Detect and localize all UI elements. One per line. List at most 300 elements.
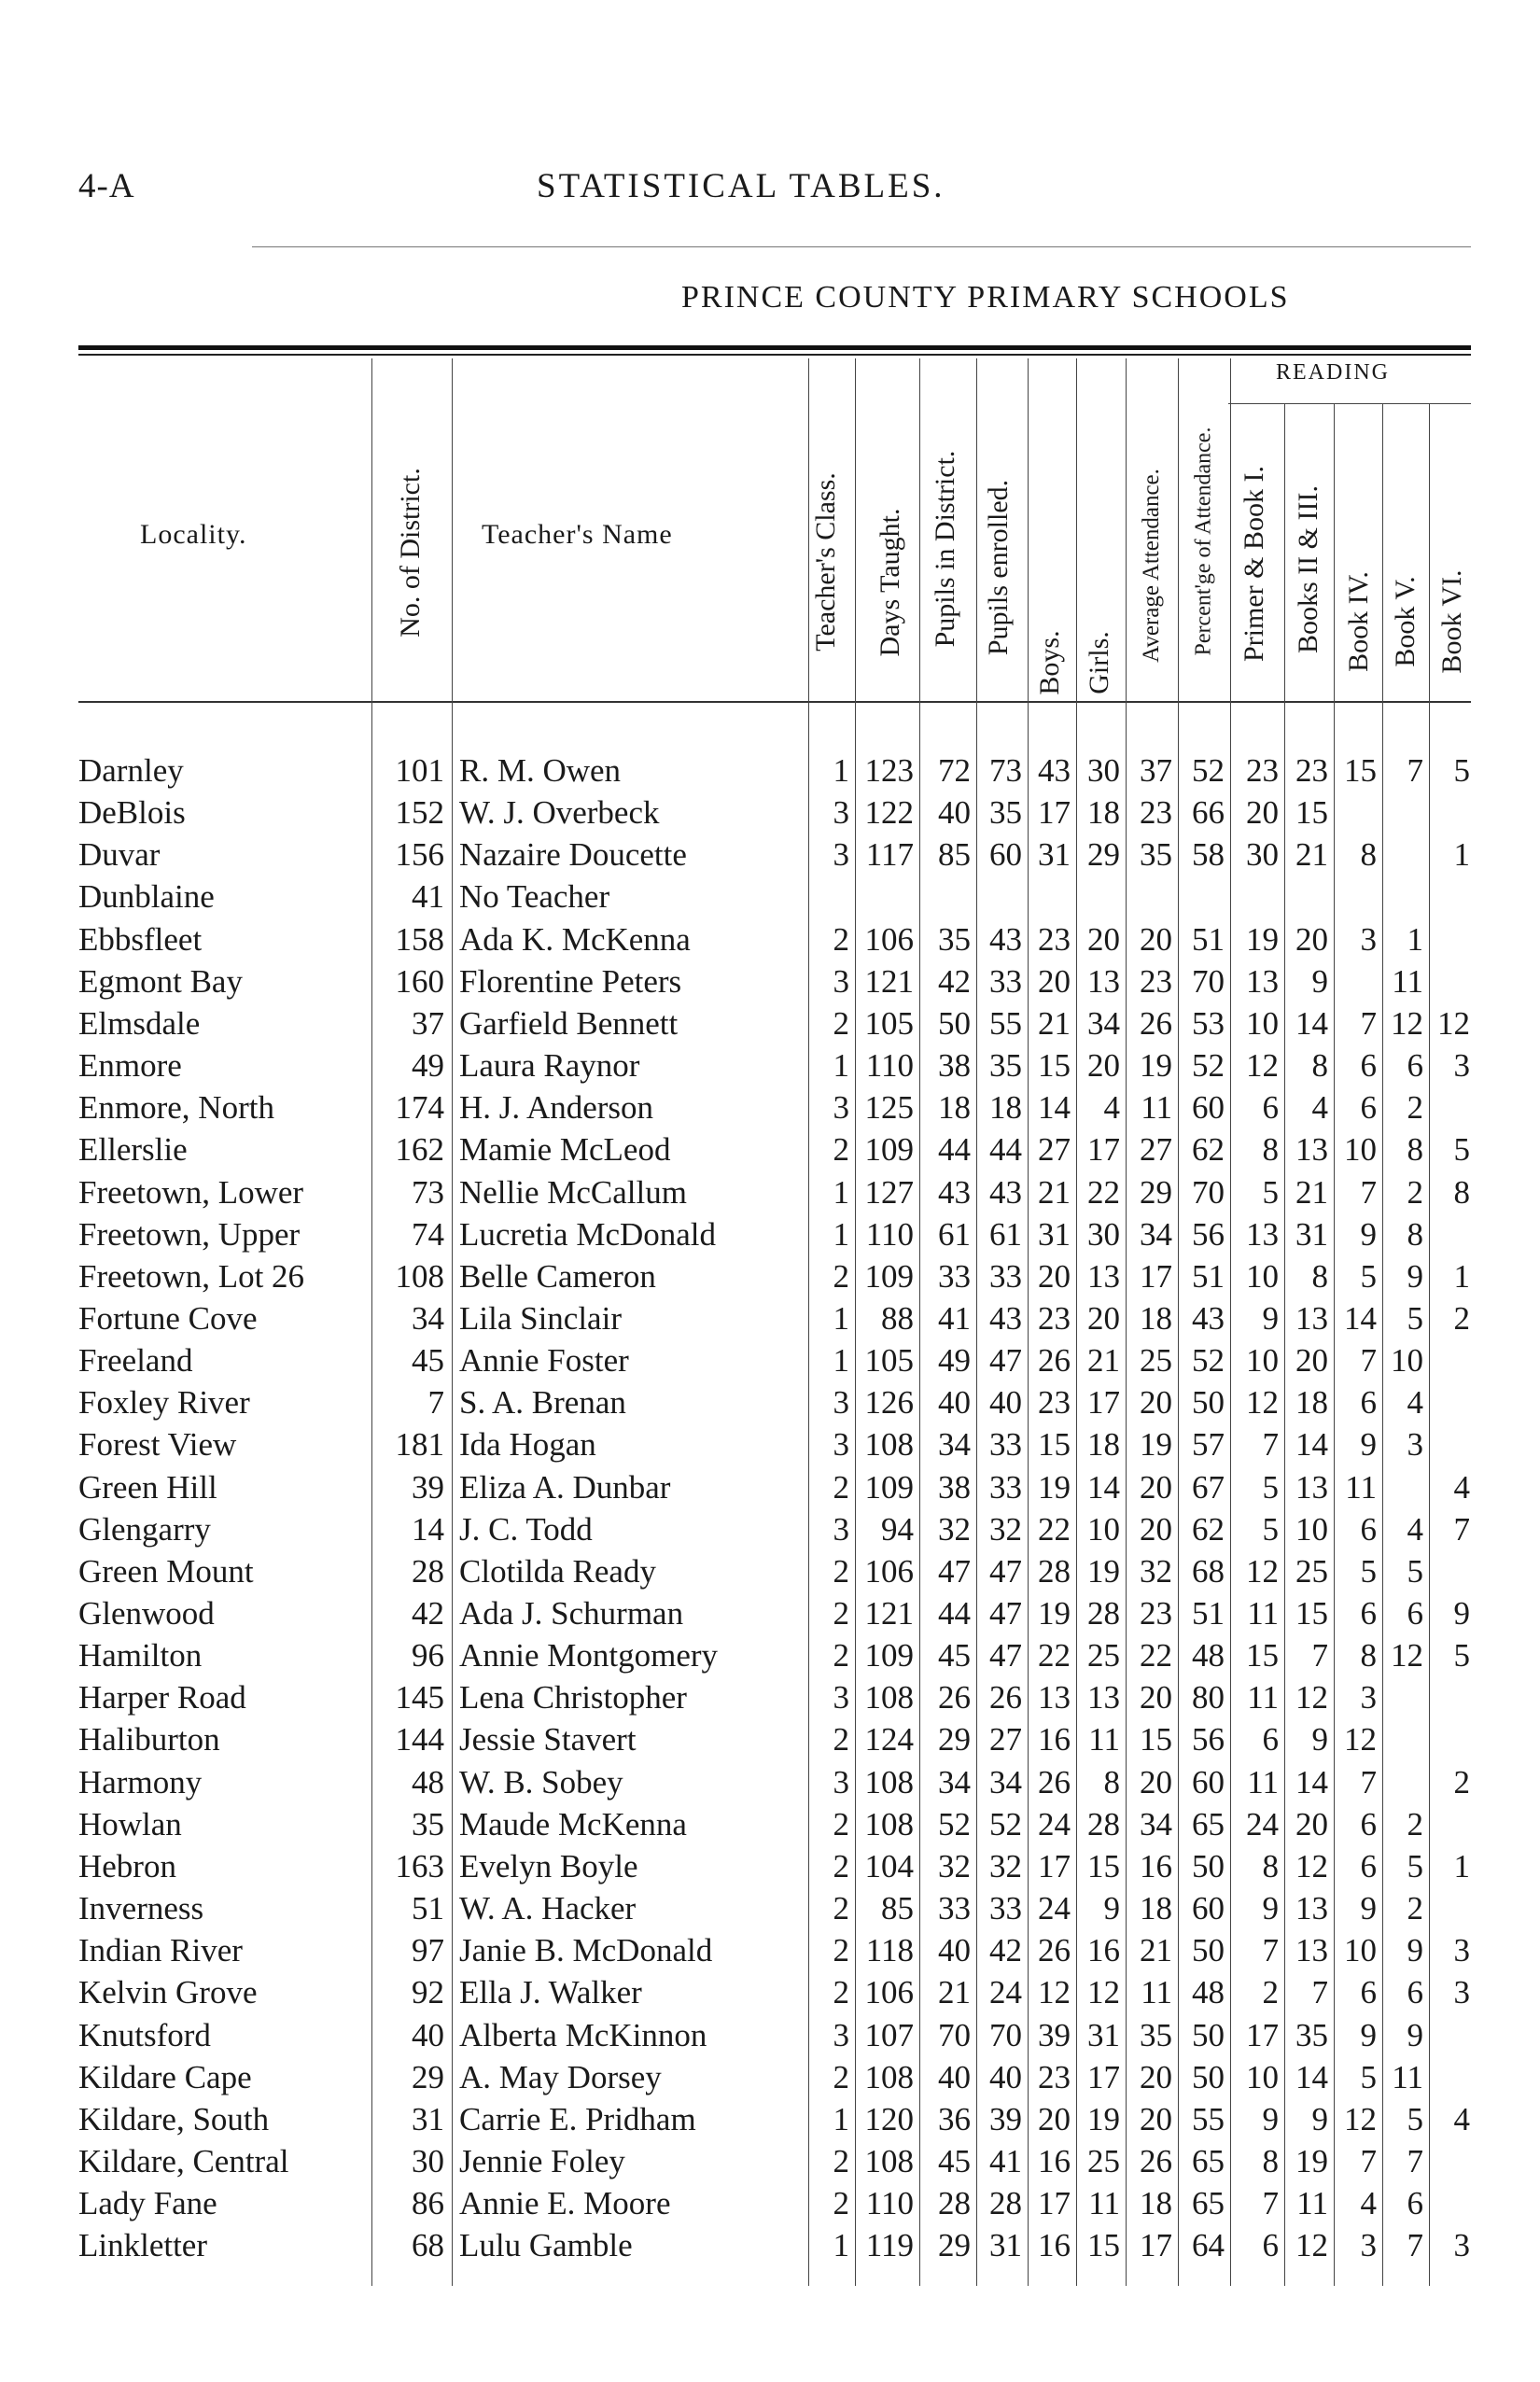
cell-days: 108 bbox=[864, 1426, 914, 1464]
cell-district: 96 bbox=[412, 1637, 444, 1674]
cell-book-6: 5 bbox=[1453, 752, 1470, 789]
cell-locality: Glenwood bbox=[78, 1595, 215, 1632]
cell-books-2-3: 9 bbox=[1311, 1721, 1328, 1758]
cell-books-2-3: 23 bbox=[1295, 752, 1328, 789]
cell-average: 34 bbox=[1140, 1215, 1172, 1253]
cell-primer: 7 bbox=[1262, 2185, 1279, 2222]
cell-district: 163 bbox=[395, 1847, 444, 1885]
header-book-4: Book IV. bbox=[1343, 571, 1374, 672]
cell-book-5: 8 bbox=[1407, 1215, 1423, 1253]
cell-percentage: 50 bbox=[1192, 2058, 1225, 2095]
cell-percentage: 50 bbox=[1192, 2016, 1225, 2053]
cell-class: 3 bbox=[833, 2016, 849, 2053]
cell-class: 1 bbox=[833, 1173, 849, 1211]
cell-locality: Duvar bbox=[78, 836, 161, 874]
cell-book-5: 4 bbox=[1407, 1384, 1423, 1422]
cell-primer: 11 bbox=[1247, 1595, 1279, 1632]
cell-percentage: 60 bbox=[1192, 1763, 1225, 1801]
cell-boys: 17 bbox=[1038, 1847, 1071, 1885]
cell-teacher: Clotilda Ready bbox=[459, 1552, 656, 1590]
cell-book-6: 3 bbox=[1453, 2227, 1470, 2264]
cell-locality: Darnley bbox=[78, 752, 184, 789]
cell-pupils-district: 47 bbox=[938, 1552, 971, 1590]
cell-primer: 6 bbox=[1262, 1721, 1279, 1758]
cell-pupils-district: 32 bbox=[938, 1510, 971, 1548]
cell-percentage: 66 bbox=[1192, 794, 1225, 832]
cell-average: 20 bbox=[1140, 1763, 1172, 1801]
cell-book-5: 7 bbox=[1407, 2142, 1423, 2179]
cell-book-4: 6 bbox=[1360, 1510, 1377, 1548]
cell-boys: 17 bbox=[1038, 794, 1071, 832]
cell-class: 1 bbox=[833, 1342, 849, 1380]
cell-class: 1 bbox=[833, 2100, 849, 2137]
cell-pupils-district: 41 bbox=[938, 1299, 971, 1337]
cell-days: 109 bbox=[864, 1468, 914, 1506]
cell-book-6: 4 bbox=[1453, 2100, 1470, 2137]
cell-books-2-3: 13 bbox=[1295, 1468, 1328, 1506]
cell-primer: 13 bbox=[1246, 1215, 1279, 1253]
cell-pupils-district: 36 bbox=[938, 2100, 971, 2137]
cell-locality: Ebbsfleet bbox=[78, 920, 203, 958]
cell-locality: Kildare Cape bbox=[78, 2058, 252, 2095]
cell-primer: 7 bbox=[1262, 1932, 1279, 1969]
cell-percentage: 55 bbox=[1192, 2100, 1225, 2137]
cell-primer: 15 bbox=[1246, 1637, 1279, 1674]
cell-book-4: 6 bbox=[1360, 1847, 1377, 1885]
cell-pupils-enrolled: 60 bbox=[989, 836, 1022, 874]
header-teacher-name: Teacher's Name bbox=[482, 519, 673, 550]
cell-book-5: 7 bbox=[1407, 752, 1423, 789]
cell-percentage: 48 bbox=[1192, 1974, 1225, 2011]
cell-pupils-district: 38 bbox=[938, 1468, 971, 1506]
cell-boys: 16 bbox=[1038, 2142, 1071, 2179]
cell-teacher: Annie E. Moore bbox=[459, 2185, 671, 2222]
cell-district: 108 bbox=[395, 1257, 444, 1295]
cell-primer: 10 bbox=[1246, 2058, 1279, 2095]
cell-days: 109 bbox=[864, 1131, 914, 1169]
cell-book-4: 9 bbox=[1360, 1426, 1377, 1464]
cell-average: 18 bbox=[1140, 1890, 1172, 1927]
cell-percentage: 65 bbox=[1192, 2142, 1225, 2179]
header-reading-group: READING bbox=[1276, 360, 1390, 385]
cell-book-4: 5 bbox=[1360, 1552, 1377, 1590]
cell-girls: 22 bbox=[1087, 1173, 1120, 1211]
cell-book-5: 10 bbox=[1391, 1342, 1423, 1380]
cell-book-6: 12 bbox=[1437, 1004, 1470, 1042]
cell-teacher: Lucretia McDonald bbox=[459, 1215, 717, 1253]
cell-days: 106 bbox=[864, 920, 914, 958]
cell-locality: Harper Road bbox=[78, 1679, 246, 1716]
cell-girls: 19 bbox=[1087, 2100, 1120, 2137]
cell-pupils-enrolled: 33 bbox=[989, 962, 1022, 1000]
cell-pupils-enrolled: 18 bbox=[989, 1089, 1022, 1127]
cell-class: 3 bbox=[833, 1384, 849, 1422]
cell-teacher: Maude McKenna bbox=[459, 1805, 687, 1843]
cell-book-5: 12 bbox=[1391, 1004, 1423, 1042]
cell-days: 124 bbox=[864, 1721, 914, 1758]
cell-boys: 27 bbox=[1038, 1131, 1071, 1169]
cell-locality: Haliburton bbox=[78, 1721, 220, 1758]
cell-percentage: 70 bbox=[1192, 962, 1225, 1000]
table-top-rule-thin bbox=[78, 354, 1471, 356]
cell-teacher: Mamie McLeod bbox=[459, 1131, 671, 1169]
cell-boys: 23 bbox=[1038, 1299, 1071, 1337]
cell-district: 31 bbox=[412, 2100, 444, 2137]
cell-boys: 12 bbox=[1038, 1974, 1071, 2011]
cell-percentage: 52 bbox=[1192, 752, 1225, 789]
cell-books-2-3: 13 bbox=[1295, 1890, 1328, 1927]
cell-boys: 19 bbox=[1038, 1468, 1071, 1506]
cell-class: 3 bbox=[833, 1510, 849, 1548]
cell-book-4: 6 bbox=[1360, 1384, 1377, 1422]
cell-books-2-3: 8 bbox=[1311, 1257, 1328, 1295]
cell-days: 110 bbox=[865, 1047, 914, 1085]
table-header-bottom-rule bbox=[78, 701, 1471, 703]
cell-pupils-enrolled: 33 bbox=[989, 1468, 1022, 1506]
cell-pupils-district: 38 bbox=[938, 1047, 971, 1085]
cell-pupils-enrolled: 32 bbox=[989, 1847, 1022, 1885]
cell-girls: 17 bbox=[1087, 1384, 1120, 1422]
cell-teacher: Jennie Foley bbox=[459, 2142, 625, 2179]
cell-books-2-3: 20 bbox=[1295, 1342, 1328, 1380]
cell-girls: 17 bbox=[1087, 2058, 1120, 2095]
cell-district: 39 bbox=[412, 1468, 444, 1506]
cell-pupils-enrolled: 61 bbox=[989, 1215, 1022, 1253]
cell-average: 29 bbox=[1140, 1173, 1172, 1211]
cell-primer: 17 bbox=[1246, 2016, 1279, 2053]
cell-primer: 20 bbox=[1246, 794, 1279, 832]
page-number: 4-A bbox=[78, 167, 135, 205]
cell-pupils-district: 34 bbox=[938, 1426, 971, 1464]
cell-teacher: Ada K. McKenna bbox=[459, 920, 691, 958]
cell-book-5: 5 bbox=[1407, 1847, 1423, 1885]
cell-average: 32 bbox=[1140, 1552, 1172, 1590]
cell-girls: 11 bbox=[1088, 2185, 1120, 2222]
cell-girls: 20 bbox=[1087, 1047, 1120, 1085]
cell-book-4: 5 bbox=[1360, 1257, 1377, 1295]
cell-days: 105 bbox=[864, 1342, 914, 1380]
cell-average: 25 bbox=[1140, 1342, 1172, 1380]
cell-average: 20 bbox=[1140, 920, 1172, 958]
cell-percentage: 60 bbox=[1192, 1089, 1225, 1127]
header-pupils-enrolled: Pupils enrolled. bbox=[983, 479, 1014, 656]
cell-district: 34 bbox=[412, 1299, 444, 1337]
cell-pupils-district: 44 bbox=[938, 1131, 971, 1169]
cell-pupils-enrolled: 35 bbox=[989, 1047, 1022, 1085]
cell-girls: 10 bbox=[1087, 1510, 1120, 1548]
header-average-attendance: Average Attendance. bbox=[1139, 469, 1164, 663]
cell-books-2-3: 4 bbox=[1311, 1089, 1328, 1127]
cell-books-2-3: 14 bbox=[1295, 1763, 1328, 1801]
cell-pupils-enrolled: 26 bbox=[989, 1679, 1022, 1716]
header-days-taught: Days Taught. bbox=[875, 508, 905, 657]
cell-locality: Fortune Cove bbox=[78, 1299, 258, 1337]
cell-average: 27 bbox=[1140, 1131, 1172, 1169]
cell-teacher: Lila Sinclair bbox=[459, 1299, 622, 1337]
cell-primer: 19 bbox=[1246, 920, 1279, 958]
cell-primer: 9 bbox=[1262, 1299, 1279, 1337]
cell-district: 51 bbox=[412, 1890, 444, 1927]
cell-locality: Freetown, Lot 26 bbox=[78, 1257, 305, 1295]
cell-days: 108 bbox=[864, 1679, 914, 1716]
cell-books-2-3: 20 bbox=[1295, 920, 1328, 958]
cell-percentage: 56 bbox=[1192, 1215, 1225, 1253]
cell-book-4: 7 bbox=[1360, 1763, 1377, 1801]
cell-books-2-3: 9 bbox=[1311, 2100, 1328, 2137]
cell-pupils-district: 50 bbox=[938, 1004, 971, 1042]
cell-average: 26 bbox=[1140, 1004, 1172, 1042]
cell-pupils-district: 21 bbox=[938, 1974, 971, 2011]
cell-pupils-enrolled: 24 bbox=[989, 1974, 1022, 2011]
cell-pupils-enrolled: 33 bbox=[989, 1257, 1022, 1295]
cell-girls: 11 bbox=[1088, 1721, 1120, 1758]
cell-district: 35 bbox=[412, 1805, 444, 1843]
cell-boys: 20 bbox=[1038, 1257, 1071, 1295]
cell-teacher: Garfield Bennett bbox=[459, 1004, 679, 1042]
cell-book-5: 2 bbox=[1407, 1890, 1423, 1927]
cell-days: 107 bbox=[864, 2016, 914, 2053]
cell-teacher: J. C. Todd bbox=[459, 1510, 593, 1548]
cell-class: 2 bbox=[833, 1004, 849, 1042]
cell-average: 20 bbox=[1140, 1679, 1172, 1716]
cell-days: 121 bbox=[864, 1595, 914, 1632]
cell-girls: 25 bbox=[1087, 2142, 1120, 2179]
cell-pupils-district: 40 bbox=[938, 2058, 971, 2095]
cell-district: 144 bbox=[395, 1721, 444, 1758]
cell-girls: 8 bbox=[1103, 1763, 1120, 1801]
cell-percentage: 62 bbox=[1192, 1131, 1225, 1169]
cell-class: 2 bbox=[833, 1595, 849, 1632]
cell-average: 16 bbox=[1140, 1847, 1172, 1885]
cell-primer: 8 bbox=[1262, 2142, 1279, 2179]
cell-average: 19 bbox=[1140, 1047, 1172, 1085]
cell-average: 35 bbox=[1140, 2016, 1172, 2053]
cell-book-4: 12 bbox=[1344, 1721, 1377, 1758]
cell-pupils-district: 70 bbox=[938, 2016, 971, 2053]
cell-primer: 10 bbox=[1246, 1004, 1279, 1042]
page-title: STATISTICAL TABLES. bbox=[537, 167, 945, 205]
cell-locality: Green Hill bbox=[78, 1468, 217, 1506]
cell-days: 118 bbox=[865, 1932, 914, 1969]
cell-boys: 20 bbox=[1038, 962, 1071, 1000]
cell-district: 174 bbox=[395, 1089, 444, 1127]
cell-boys: 26 bbox=[1038, 1932, 1071, 1969]
cell-book-6: 3 bbox=[1453, 1932, 1470, 1969]
cell-book-6: 5 bbox=[1453, 1637, 1470, 1674]
cell-primer: 9 bbox=[1262, 1890, 1279, 1927]
cell-girls: 15 bbox=[1087, 1847, 1120, 1885]
cell-days: 105 bbox=[864, 1004, 914, 1042]
cell-book-5: 2 bbox=[1407, 1173, 1423, 1211]
cell-boys: 43 bbox=[1038, 752, 1071, 789]
cell-book-4: 4 bbox=[1360, 2185, 1377, 2222]
cell-book-6: 8 bbox=[1453, 1173, 1470, 1211]
cell-teacher: Florentine Peters bbox=[459, 962, 682, 1000]
cell-teacher: Jessie Stavert bbox=[459, 1721, 637, 1758]
cell-teacher: Eliza A. Dunbar bbox=[459, 1468, 671, 1506]
cell-book-6: 3 bbox=[1453, 1047, 1470, 1085]
cell-girls: 9 bbox=[1103, 1890, 1120, 1927]
cell-days: 120 bbox=[864, 2100, 914, 2137]
cell-average: 18 bbox=[1140, 2185, 1172, 2222]
cell-class: 2 bbox=[833, 2058, 849, 2095]
cell-girls: 21 bbox=[1087, 1342, 1120, 1380]
cell-class: 2 bbox=[833, 1932, 849, 1969]
cell-teacher: S. A. Brenan bbox=[459, 1384, 626, 1422]
cell-locality: Lady Fane bbox=[78, 2185, 217, 2222]
cell-percentage: 62 bbox=[1192, 1510, 1225, 1548]
cell-primer: 2 bbox=[1262, 1974, 1279, 2011]
cell-average: 11 bbox=[1141, 1974, 1172, 2011]
cell-class: 2 bbox=[833, 1468, 849, 1506]
cell-days: 117 bbox=[865, 836, 914, 874]
cell-book-6: 2 bbox=[1453, 1763, 1470, 1801]
cell-average: 23 bbox=[1140, 794, 1172, 832]
cell-book-5: 6 bbox=[1407, 2185, 1423, 2222]
cell-books-2-3: 19 bbox=[1295, 2142, 1328, 2179]
cell-boys: 31 bbox=[1038, 836, 1071, 874]
cell-girls: 13 bbox=[1087, 1257, 1120, 1295]
cell-books-2-3: 13 bbox=[1295, 1299, 1328, 1337]
cell-locality: Green Mount bbox=[78, 1552, 254, 1590]
cell-girls: 28 bbox=[1087, 1595, 1120, 1632]
cell-days: 108 bbox=[864, 2058, 914, 2095]
cell-books-2-3: 7 bbox=[1311, 1974, 1328, 2011]
cell-district: 14 bbox=[412, 1510, 444, 1548]
cell-primer: 6 bbox=[1262, 2227, 1279, 2264]
cell-book-4: 14 bbox=[1344, 1299, 1377, 1337]
cell-class: 2 bbox=[833, 1552, 849, 1590]
cell-teacher: Annie Foster bbox=[459, 1342, 629, 1380]
cell-boys: 31 bbox=[1038, 1215, 1071, 1253]
cell-days: 110 bbox=[865, 1215, 914, 1253]
cell-teacher: W. J. Overbeck bbox=[459, 794, 660, 832]
cell-book-5: 4 bbox=[1407, 1510, 1423, 1548]
cell-books-2-3: 12 bbox=[1295, 2227, 1328, 2264]
cell-books-2-3: 35 bbox=[1295, 2016, 1328, 2053]
cell-pupils-enrolled: 31 bbox=[989, 2227, 1022, 2264]
cell-books-2-3: 15 bbox=[1295, 1595, 1328, 1632]
cell-days: 119 bbox=[865, 2227, 914, 2264]
cell-percentage: 51 bbox=[1192, 1595, 1225, 1632]
cell-percentage: 53 bbox=[1192, 1004, 1225, 1042]
cell-primer: 12 bbox=[1246, 1552, 1279, 1590]
cell-primer: 5 bbox=[1262, 1468, 1279, 1506]
cell-percentage: 67 bbox=[1192, 1468, 1225, 1506]
cell-girls: 4 bbox=[1103, 1089, 1120, 1127]
cell-locality: Glengarry bbox=[78, 1510, 211, 1548]
cell-class: 2 bbox=[833, 2185, 849, 2222]
cell-book-4: 6 bbox=[1360, 1089, 1377, 1127]
cell-locality: Kelvin Grove bbox=[78, 1974, 258, 2011]
cell-district: 30 bbox=[412, 2142, 444, 2179]
cell-days: 122 bbox=[864, 794, 914, 832]
cell-percentage: 60 bbox=[1192, 1890, 1225, 1927]
cell-percentage: 50 bbox=[1192, 1932, 1225, 1969]
cell-book-4: 11 bbox=[1345, 1468, 1377, 1506]
cell-locality: DeBlois bbox=[78, 794, 186, 832]
cell-district: 145 bbox=[395, 1679, 444, 1716]
cell-book-5: 7 bbox=[1407, 2227, 1423, 2264]
cell-pupils-district: 45 bbox=[938, 2142, 971, 2179]
cell-pupils-district: 33 bbox=[938, 1890, 971, 1927]
cell-book-6: 9 bbox=[1453, 1595, 1470, 1632]
cell-pupils-district: 29 bbox=[938, 1721, 971, 1758]
cell-teacher: Nazaire Doucette bbox=[459, 836, 687, 874]
cell-locality: Linkletter bbox=[78, 2227, 208, 2264]
header-books-2-3: Books II & III. bbox=[1293, 485, 1323, 653]
cell-book-5: 5 bbox=[1407, 1552, 1423, 1590]
cell-locality: Enmore, North bbox=[78, 1089, 274, 1127]
cell-book-4: 6 bbox=[1360, 1595, 1377, 1632]
cell-boys: 22 bbox=[1038, 1510, 1071, 1548]
cell-teacher: Lena Christopher bbox=[459, 1679, 687, 1716]
section-title: PRINCE COUNTY PRIMARY SCHOOLS bbox=[681, 280, 1290, 315]
header-pupils-in-district: Pupils in District. bbox=[930, 450, 960, 648]
cell-book-6: 3 bbox=[1453, 1974, 1470, 2011]
cell-class: 2 bbox=[833, 2142, 849, 2179]
cell-book-6: 2 bbox=[1453, 1299, 1470, 1337]
cell-books-2-3: 14 bbox=[1295, 1004, 1328, 1042]
cell-locality: Ellerslie bbox=[78, 1131, 188, 1169]
cell-percentage: 65 bbox=[1192, 1805, 1225, 1843]
cell-book-4: 10 bbox=[1344, 1932, 1377, 1969]
cell-percentage: 80 bbox=[1192, 1679, 1225, 1716]
cell-percentage: 52 bbox=[1192, 1342, 1225, 1380]
cell-teacher: Ada J. Schurman bbox=[459, 1595, 684, 1632]
cell-primer: 12 bbox=[1246, 1047, 1279, 1085]
cell-pupils-enrolled: 27 bbox=[989, 1721, 1022, 1758]
cell-district: 68 bbox=[412, 2227, 444, 2264]
cell-teacher: Laura Raynor bbox=[459, 1047, 640, 1085]
cell-book-4: 7 bbox=[1360, 1004, 1377, 1042]
cell-class: 3 bbox=[833, 836, 849, 874]
cell-girls: 13 bbox=[1087, 962, 1120, 1000]
cell-class: 2 bbox=[833, 920, 849, 958]
cell-boys: 24 bbox=[1038, 1805, 1071, 1843]
cell-primer: 6 bbox=[1262, 1089, 1279, 1127]
cell-average: 37 bbox=[1140, 752, 1172, 789]
cell-girls: 19 bbox=[1087, 1552, 1120, 1590]
cell-pupils-enrolled: 47 bbox=[989, 1637, 1022, 1674]
cell-percentage: 58 bbox=[1192, 836, 1225, 874]
cell-book-5: 2 bbox=[1407, 1805, 1423, 1843]
cell-average: 35 bbox=[1140, 836, 1172, 874]
cell-book-5: 1 bbox=[1407, 920, 1423, 958]
cell-class: 2 bbox=[833, 1890, 849, 1927]
cell-book-5: 9 bbox=[1407, 1257, 1423, 1295]
cell-book-5: 6 bbox=[1407, 1047, 1423, 1085]
cell-primer: 13 bbox=[1246, 962, 1279, 1000]
cell-pupils-district: 52 bbox=[938, 1805, 971, 1843]
cell-primer: 12 bbox=[1246, 1384, 1279, 1422]
cell-books-2-3: 20 bbox=[1295, 1805, 1328, 1843]
cell-days: 104 bbox=[864, 1847, 914, 1885]
cell-book-5: 5 bbox=[1407, 2100, 1423, 2137]
cell-boys: 15 bbox=[1038, 1426, 1071, 1464]
cell-book-4: 3 bbox=[1360, 920, 1377, 958]
cell-class: 3 bbox=[833, 1089, 849, 1127]
cell-boys: 21 bbox=[1038, 1004, 1071, 1042]
cell-district: 101 bbox=[395, 752, 444, 789]
cell-teacher: Nellie McCallum bbox=[459, 1173, 687, 1211]
cell-days: 108 bbox=[864, 2142, 914, 2179]
cell-pupils-district: 44 bbox=[938, 1595, 971, 1632]
cell-books-2-3: 9 bbox=[1311, 962, 1328, 1000]
cell-class: 3 bbox=[833, 794, 849, 832]
cell-primer: 8 bbox=[1262, 1131, 1279, 1169]
cell-boys: 19 bbox=[1038, 1595, 1071, 1632]
